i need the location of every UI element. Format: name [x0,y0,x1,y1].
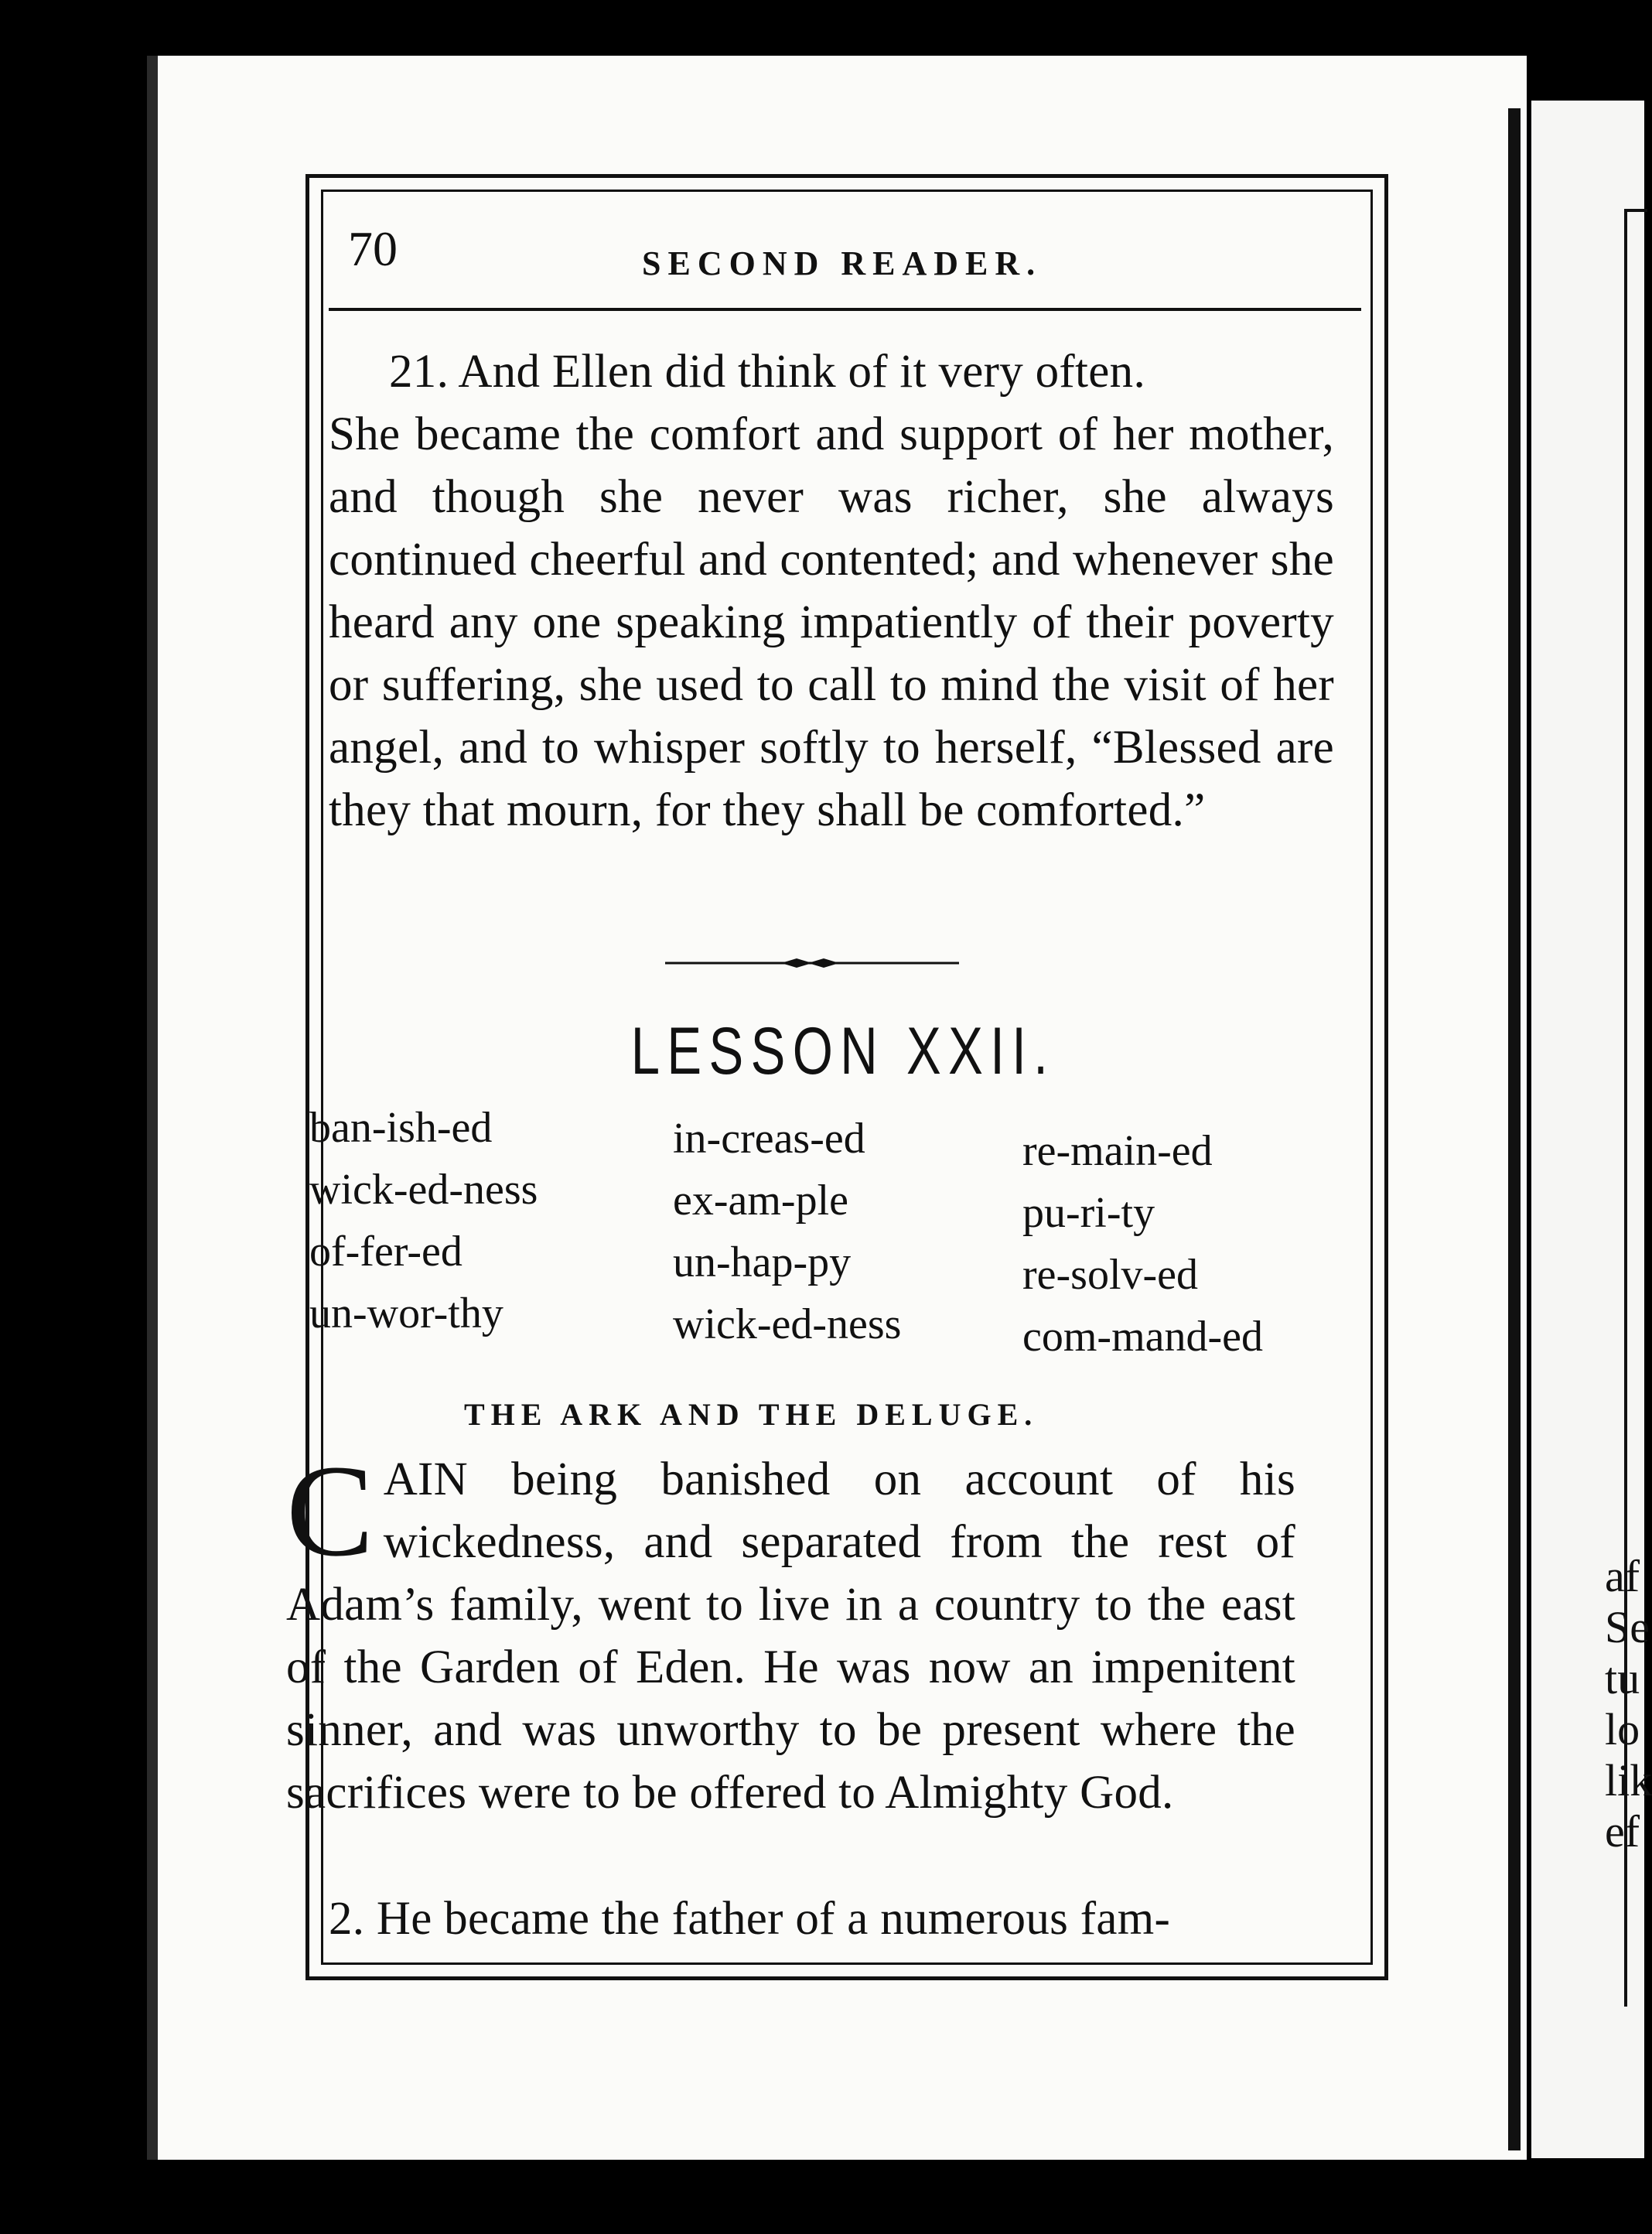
vocab-word: ex-am-ple [673,1177,848,1225]
story-paragraph-1 [286,1438,1295,1824]
vocabulary-column-3 [1022,1120,1263,1368]
running-head: SECOND READER. [642,244,1043,282]
vocab-word: pu-ri-ty [1022,1189,1155,1237]
story-title: THE ARK AND THE DELUGE. [464,1397,1039,1432]
paragraph-first-line: 21. And Ellen did think of it very often. [389,346,1145,398]
facing-fragment: af [1605,1551,1640,1601]
facing-fragment: tu [1605,1653,1640,1703]
paragraph-21 [329,340,1334,842]
drop-cap: C [286,1438,374,1583]
vocabulary-column-1 [309,1097,538,1344]
vocab-word: un-hap-py [673,1238,852,1286]
story-paragraph-2 [329,1887,1295,1950]
facing-fragment: lo [1605,1704,1640,1754]
facing-fragment: Se [1605,1602,1650,1652]
header-rule [329,308,1361,311]
section-divider-ornament [665,951,959,975]
paragraph-body: 2. He became the father of a numerous fam- [329,1893,1171,1945]
book-spine [1508,108,1521,2150]
page-header [348,220,1353,306]
page-number: 70 [348,221,398,276]
vocab-word: ban-ish-ed [309,1104,493,1152]
facing-page-text [1605,1551,1652,1857]
vocab-word: wick-ed-ness [673,1300,902,1348]
vocab-word: un-wor-thy [309,1290,503,1337]
vocabulary-column-2 [673,1108,901,1355]
vocab-word: com-mand-ed [1022,1313,1263,1361]
vocab-word: of-fer-ed [309,1228,462,1276]
facing-fragment: lik [1605,1755,1652,1805]
paragraph-body: AIN being banished on account of his wickedness, and separated from the rest of Adam’s family, went to live in a country to the east of the Garden of Eden. He was now an impenitent sinner, and was unworthy to be present where the sacrifices were to be offered to Almighty God. [286,1453,1295,1819]
vocab-word: in-creas-ed [673,1115,865,1163]
vocab-word: re-main-ed [1022,1127,1213,1175]
lesson-title: LESSON XXII. [630,1014,1056,1088]
facing-fragment: ef [1605,1806,1640,1857]
paragraph-body: She became the comfort and support of her mother, and though she never was richer, she always continued cheerful and contented; and whenever she heard any one speaking impatiently of their poverty or suffering, she used to call to mind the visit of her angel, and to whisper softly to herself, “Blessed are they that mourn, for they shall be comforted.” [329,408,1334,836]
vocab-word: re-solv-ed [1022,1251,1199,1299]
vocab-word: wick-ed-ness [309,1166,538,1214]
